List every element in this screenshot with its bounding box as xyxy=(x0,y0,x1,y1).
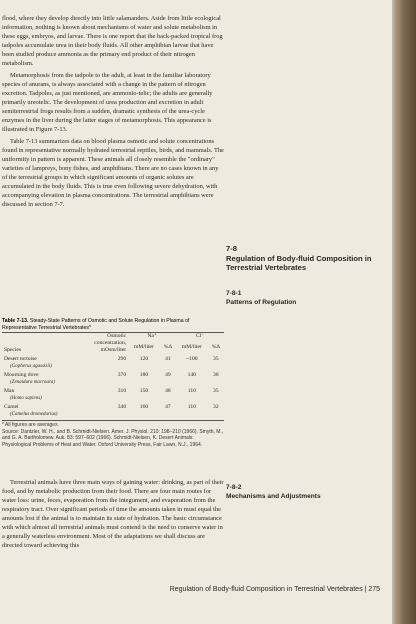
table-cell xyxy=(78,386,128,402)
table-cell xyxy=(176,402,208,418)
table-cell xyxy=(78,370,128,386)
paragraph-4: Terrestrial animals have three main ways of gaining water: drinking, as part of their food, and by metabolic production from their food. There are four main routes for water loss: urine, feces, evaporation from the integument, and evaporation from the respiratory tract. Over significant periods of time the amounts taken in must equal the amounts lost if the animal is to maintain its state of hydration. The basic circumstance with which almost all terrestrial animals must contend is the need to conserve water in a generally waterless environment. Most of the adaptations we shall discuss are directed toward achieving this xyxy=(2,479,224,549)
col-cl-pct: %Δ xyxy=(211,343,220,350)
table-cell xyxy=(128,386,160,402)
paragraph-2: Metamorphosis from the tadpole to the adult, at least in the familiar laboratory species of anurans, is always associated with a change in the pattern of nitrogen excretion. Tadpoles, as just mentioned, are ammonio-telic; the adults are generally primarily ureotelic. The development of urea production and excretion in adult semiterrestrial frogs results from a sudden, dramatic synthesis of the urea-cycle enzymes in the liver during the latter stages of metamorphosis. This appearance is illustrated in Figure 7-13. xyxy=(2,72,213,133)
table-cell xyxy=(2,370,78,386)
table-cell xyxy=(78,354,128,370)
cell-value: 120 xyxy=(139,356,149,362)
table-references: Source: Dantzler, W. H., and B. Schmidt-Nielsen. Amer. J. Physiol. 210: 198–210 (1966). Smyth, M., and G. A. Bartholomew. Auk. 83: 597–602 (1966). Schmidt-Nielsen, K. Desert Animals: Physiological Problems of Heat and Water. Oxford University Press, Fair Lawn, N.J., 1964. xyxy=(2,428,224,448)
table-caption-text: Steady-State Patterns of Osmotic and Solute Regulation in Plasma of Representative Terrestrial Vertebrates* xyxy=(2,318,190,331)
table-cell xyxy=(2,402,78,418)
cell-value: 47 xyxy=(165,404,171,410)
cell-value: 110 xyxy=(187,388,196,394)
cell-value: 290 xyxy=(117,356,127,362)
section-number: 7-8 xyxy=(226,244,237,253)
table-row xyxy=(2,354,224,370)
cell-value: ~100 xyxy=(186,356,198,362)
footer-separator: | xyxy=(364,586,367,593)
cell-value: 340 xyxy=(117,404,127,410)
paragraph-3: Table 7-13 summarizes data on blood plasma osmotic and solute concentrations found in representative normally hydrated terrestrial reptiles, birds, and mammals. The uniformity in pattern is apparent. These animals all closely resemble the "ordinary" varieties of lampreys, bony fishes, and amphibians. There are no cases known in any of the terrestrial groups in which significant amounts of organic solutes are accumulated in the body fluids. This is true even following severe dehydration, with accompanying elevation in plasma concentrations. The terrestrial amphibians were discussed in section 7-7. xyxy=(2,138,224,208)
species-scientific-name: (Gopherus agassizii) xyxy=(10,364,52,369)
cell-value: 110 xyxy=(187,404,196,410)
cell-value: 38 xyxy=(213,372,219,378)
cell-value: 48 xyxy=(165,388,171,394)
table-cell xyxy=(208,386,224,402)
section-heading-7-8-1 xyxy=(226,290,376,307)
table-cell xyxy=(128,402,160,418)
page-number: 275 xyxy=(368,586,380,593)
table-footnote: * All figures are averages. xyxy=(2,420,224,429)
table-cell xyxy=(160,386,176,402)
col-osmotic: Osmotic concentration, mOsm/liter xyxy=(94,333,127,353)
table-body xyxy=(2,354,224,418)
cell-value: 49 xyxy=(165,372,171,378)
table-caption xyxy=(2,318,224,332)
cell-value: Man xyxy=(4,388,15,394)
cell-value: 180 xyxy=(139,372,149,378)
col-species: Species xyxy=(4,347,22,353)
table-cell xyxy=(208,402,224,418)
cell-value: 370 xyxy=(117,372,127,378)
cell-value: 140 xyxy=(187,372,197,378)
col-cl-mm: mM/liter xyxy=(181,343,202,350)
table-7-13 xyxy=(2,318,224,448)
cell-value: 310 xyxy=(117,388,127,394)
col-na-mm: mM/liter xyxy=(134,343,154,350)
table-cell xyxy=(176,386,208,402)
species-scientific-name: (Zenaidura macroura) xyxy=(10,380,55,385)
text-column-bottom xyxy=(2,478,224,553)
cell-value: 32 xyxy=(213,404,219,410)
cell-value: 35 xyxy=(213,388,219,394)
text-column-top xyxy=(2,14,224,212)
table-cell xyxy=(2,354,78,370)
table-cell xyxy=(160,354,176,370)
page-footer xyxy=(60,586,380,593)
table-cell xyxy=(176,370,208,386)
col-na-pct: %Δ xyxy=(163,343,173,350)
table-label: Table 7-13. xyxy=(2,318,29,324)
table-cell xyxy=(2,386,78,402)
cell-value: 150 xyxy=(139,388,149,394)
cell-value: 41 xyxy=(165,356,171,362)
cell-value: Camel xyxy=(4,404,19,410)
data-table xyxy=(2,332,224,418)
table-row xyxy=(2,386,224,402)
col-cl: Cl⁻ xyxy=(195,333,205,339)
running-title: Regulation of Body-fluid Composition in Terrestrial Vertebrates xyxy=(169,586,363,593)
table-cell xyxy=(160,370,176,386)
subsection-title-2: Mechanisms and Adjustments xyxy=(226,492,321,500)
section-heading-7-8 xyxy=(226,244,376,273)
subsection-title: Patterns of Regulation xyxy=(226,298,297,306)
table-cell xyxy=(176,354,208,370)
cell-value: Mourning dove xyxy=(4,372,39,378)
table-cell xyxy=(208,370,224,386)
table-cell xyxy=(160,402,176,418)
paragraph-1: flood, where they develop directly into little salamanders. Aside from little ecological information, nothing is known about mechanisms of water and solute metabolism in these eggs, embryos, and larvae. There is one report that the back-packed tropical frog tadpoles accumulate urea in their body fluids. All other amphibian larvae that have been studied produce ammonia as the primary end product of their nitrogen metabolism. xyxy=(2,15,223,67)
subsection-number: 7-8-1 xyxy=(226,290,242,297)
table-cell xyxy=(78,402,128,418)
cell-value: 160 xyxy=(139,404,149,410)
table-row xyxy=(2,402,224,418)
cell-value: Desert tortoise xyxy=(4,356,37,362)
table-cell xyxy=(128,370,160,386)
subsection-number-2: 7-8-2 xyxy=(226,484,242,491)
table-row xyxy=(2,370,224,386)
species-scientific-name: (Homo sapiens) xyxy=(10,396,42,401)
book-edge xyxy=(392,0,416,624)
col-na: Na⁺ xyxy=(147,333,157,339)
section-heading-7-8-2 xyxy=(226,484,376,501)
species-scientific-name: (Camelus dromedarius) xyxy=(10,412,58,417)
table-cell xyxy=(208,354,224,370)
section-title: Regulation of Body-fluid Composition in Terrestrial Vertebrates xyxy=(226,253,372,272)
cell-value: 35 xyxy=(213,356,219,362)
table-cell xyxy=(128,354,160,370)
